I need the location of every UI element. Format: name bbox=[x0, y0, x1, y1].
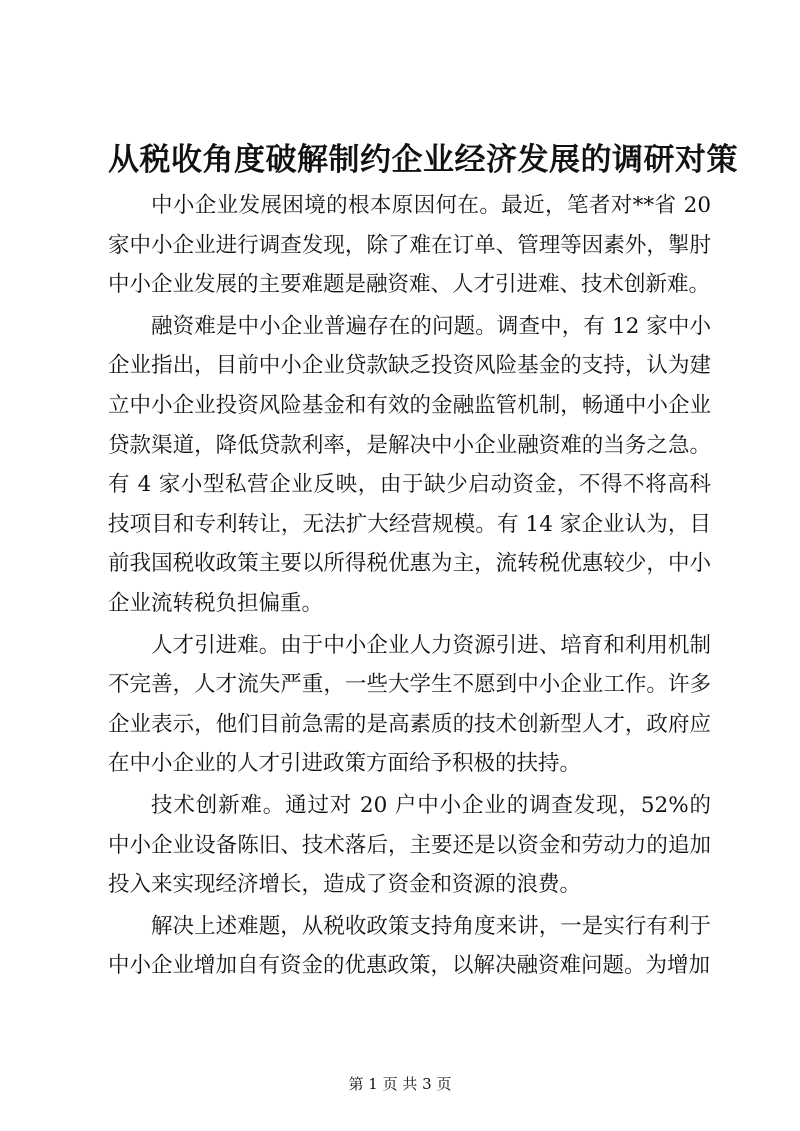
paragraph-intro: 中小企业发展困境的根本原因何在。最近，笔者对**省 20 家中小企业进行调查发现，除了难在订单、管理等因素外，掣肘中小企业发展的主要难题是融资难、人才引进难、技术创新难。 bbox=[108, 193, 711, 298]
paragraph-technology: 技术创新难。通过对 20 户中小企业的调查发现，52%的中小企业设备陈旧、技术落后，主要还是以资金和劳动力的追加投入来实现经济增长，造成了资金和资源的浪费。 bbox=[108, 792, 711, 898]
paragraph-talent: 人才引进难。由于中小企业人力资源引进、培育和利用机制不完善，人才流失严重，一些大学生不愿到中小企业工作。许多企业表示，他们目前急需的是高素质的技术创新型人才，政府应在中小企业的人才引进政策方面给予积极的扶持。 bbox=[108, 632, 711, 777]
document-title: 从税收角度破解制约企业经济发展的调研对策 bbox=[108, 142, 738, 178]
paragraph-solutions: 解决上述难题，从税收政策支持角度来讲，一是实行有利于中小企业增加自有资金的优惠政策，以解决融资难问题。为增加 bbox=[108, 913, 711, 979]
paragraph-financing: 融资难是中小企业普遍存在的问题。调查中，有 12 家中小企业指出，目前中小企业贷款缺乏投资风险基金的支持，认为建立中小企业投资风险基金和有效的金融监管机制，畅通中小企业贷款渠道，降低贷款利率，是解决中小企业融资难的当务之急。有 4 家小型私营企业反映，由于缺少启动资金，不得不将高科技项目和专利转让，无法扩大经营规模。有 14 家企业认为，目前我国税收政策主要以所得税优惠为主，流转税优惠较少，中小企业流转税负担偏重。 bbox=[108, 313, 711, 616]
page-number-footer: 第 1 页 共 3 页 bbox=[348, 1075, 452, 1093]
document-body bbox=[108, 186, 711, 988]
